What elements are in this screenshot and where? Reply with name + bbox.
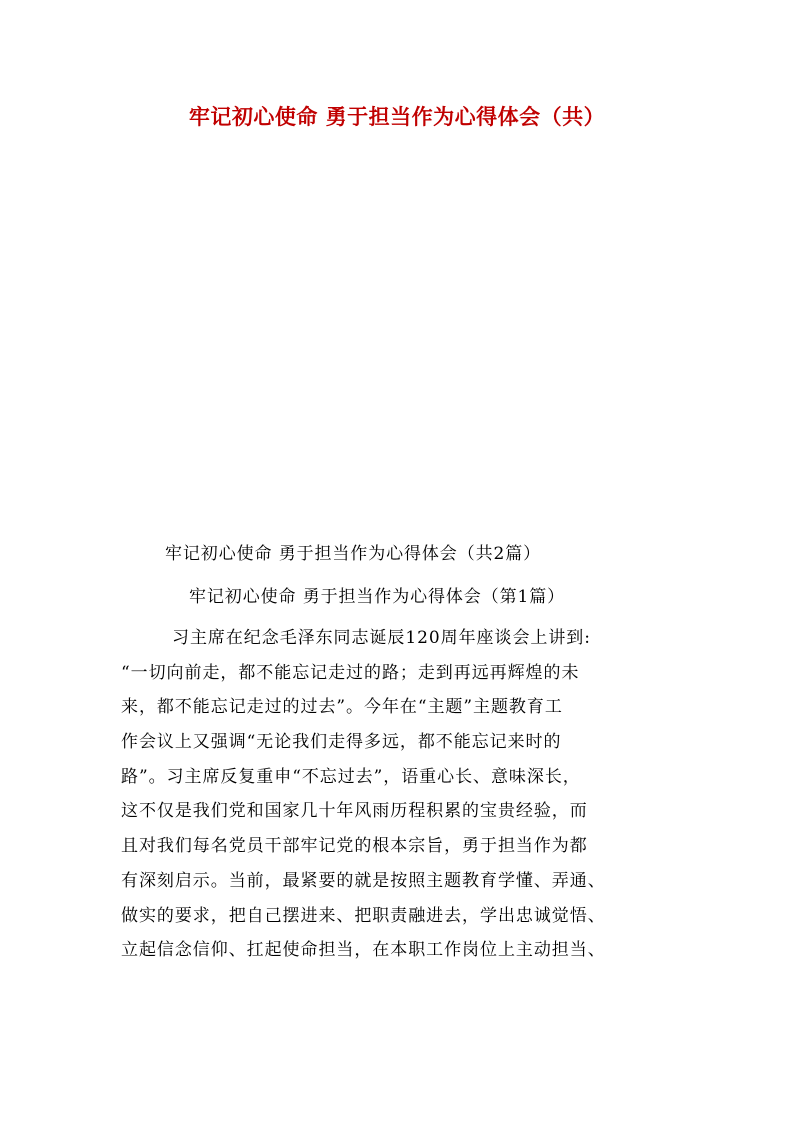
body-line: 做实的要求，把自己摆进来、把职责融进去，学出忠诚觉悟、 <box>121 905 606 926</box>
body-line: 这不仅是我们党和国家几十年风雨历程积累的宝贵经验，而 <box>121 801 588 822</box>
body-line: 有深刻启示。当前，最紧要的就是按照主题教育学懂、弄通、 <box>121 870 606 891</box>
page-title: 牢记初心使命 勇于担当作为心得体会（共） <box>188 104 606 129</box>
article-title: 牢记初心使命 勇于担当作为心得体会（第1篇） <box>189 587 566 607</box>
body-line: “一切向前走，都不能忘记走过的路；走到再远再辉煌的未 <box>121 662 580 683</box>
body-line: 且对我们每名党员干部牢记党的根本宗旨，勇于担当作为都 <box>121 836 588 857</box>
collection-title: 牢记初心使命 勇于担当作为心得体会（共2篇） <box>165 544 542 564</box>
body-line: 作会议上又强调“无论我们走得多远，都不能忘记来时的 <box>121 732 562 753</box>
body-text <box>121 621 671 968</box>
body-line: 立起信念信仰、扛起使命担当，在本职工作岗位上主动担当、 <box>121 940 606 961</box>
body-line: 路”。习主席反复重申“不忘过去”，语重心长、意味深长， <box>121 766 581 787</box>
body-line: 来，都不能忘记走过的过去”。今年在“主题”主题教育工 <box>121 697 563 718</box>
body-line: 习主席在纪念毛泽东同志诞辰120周年座谈会上讲到: <box>172 628 591 648</box>
